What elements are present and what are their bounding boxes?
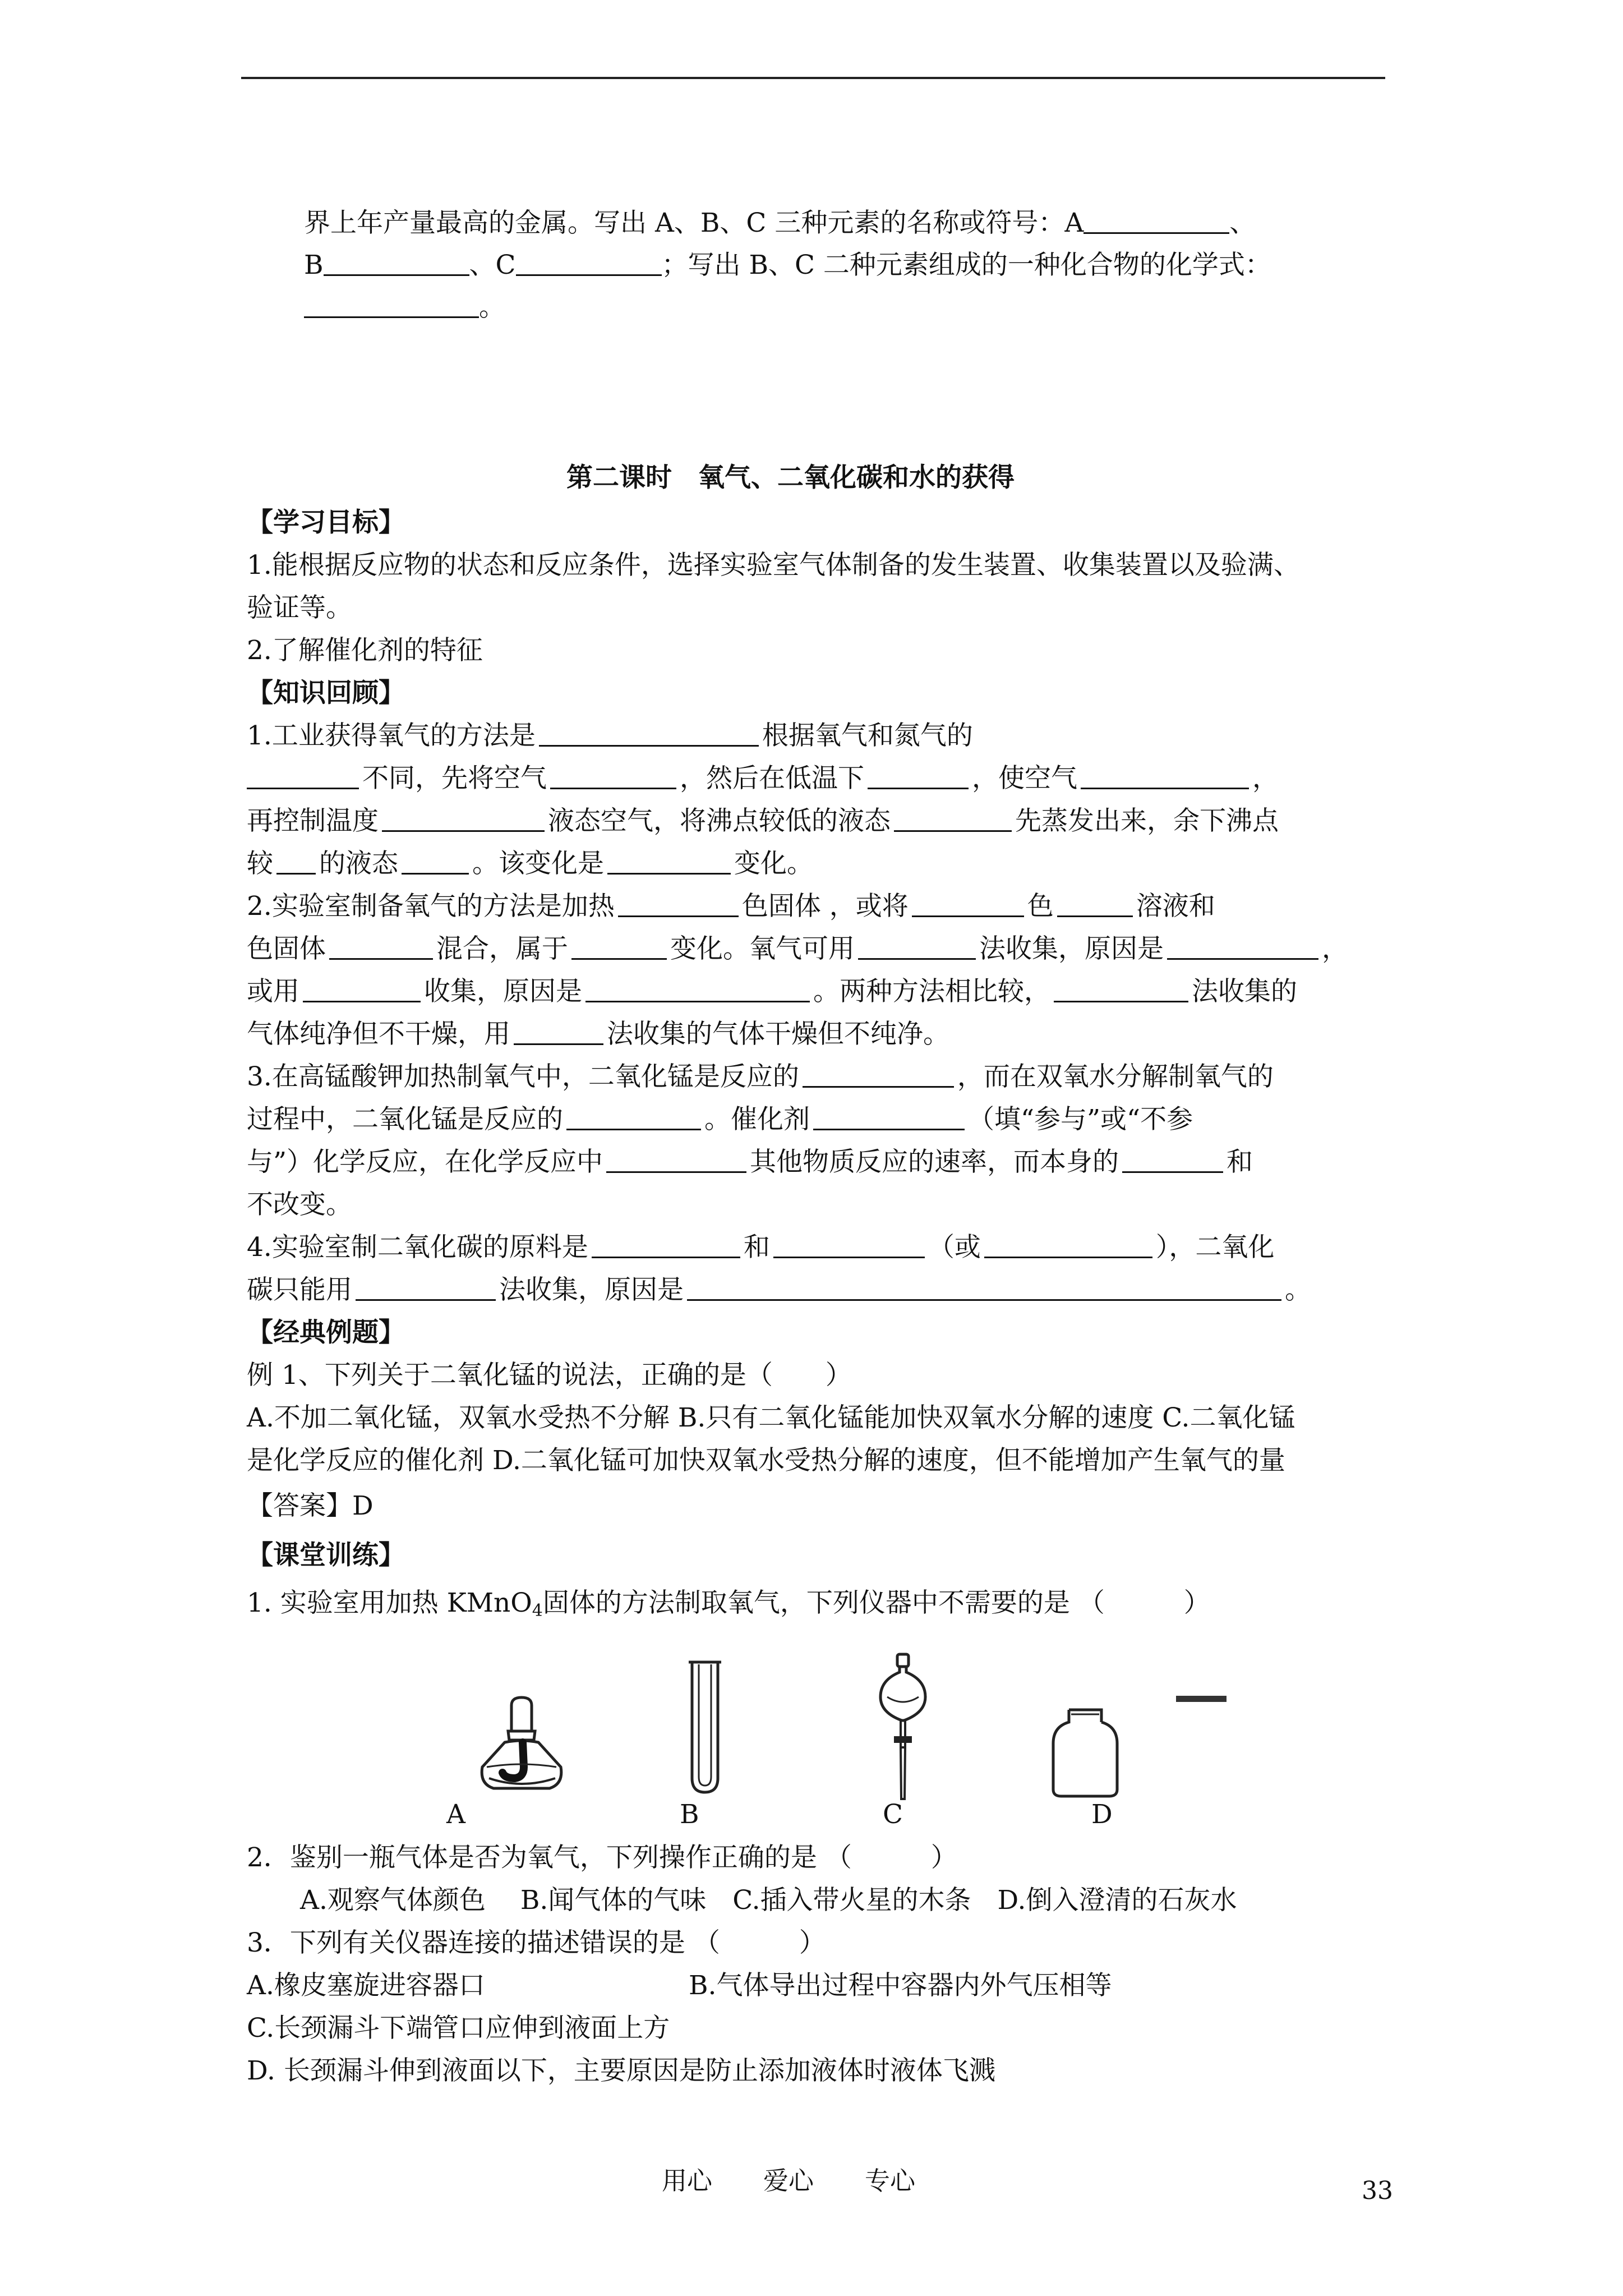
answer-blank[interactable] bbox=[894, 806, 1012, 832]
alcohol-lamp-icon bbox=[471, 1694, 572, 1801]
objective-2: 2.了解催化剂的特征 bbox=[247, 635, 483, 666]
footer-item: 用心 bbox=[662, 2166, 713, 2196]
example-question: 例 1、下列关于二氧化锰的说法，正确的是（ ） bbox=[247, 1360, 852, 1391]
example-options-line-1: A.不加二氧化锰，双氧水受热不分解 B.只有二氧化锰能加快双氧水分解的速度 C.二氧化锰 bbox=[247, 1402, 1295, 1433]
practice-q1: 1. 实验室用加热 KMnO$_4$固体的方法制取氧气，下列仪器中不需要的是 （ ） bbox=[247, 1588, 1210, 1621]
answer-blank[interactable] bbox=[1081, 763, 1249, 789]
answer-blank[interactable] bbox=[773, 1232, 925, 1258]
answer-blank[interactable] bbox=[324, 250, 469, 276]
answer-blank[interactable] bbox=[539, 720, 759, 747]
fragment-line-2: B 、C ；写出 B、C 二种元素组成的一种化合物的化学式： bbox=[304, 250, 1271, 280]
review-q4-line-2: 碳只能用 法收集，原因是 。 bbox=[247, 1274, 1311, 1305]
glass-plate-icon bbox=[1175, 1695, 1228, 1704]
practice-q2: 2．鉴别一瓶气体是否为氧气，下列操作正确的是 （ ） bbox=[247, 1842, 957, 1873]
answer-blank[interactable] bbox=[1057, 891, 1133, 917]
review-q2-line-4: 气体纯净但不干燥，用 法收集的气体干燥但不纯净。 bbox=[247, 1019, 949, 1050]
answer-blank[interactable] bbox=[803, 1061, 954, 1088]
review-q2-line-1: 2.实验室制备氧气的方法是加热 色固体 ，或将 色 溶液和 bbox=[247, 891, 1215, 922]
objective-1-line-2: 验证等。 bbox=[247, 592, 352, 623]
answer-blank[interactable] bbox=[516, 250, 662, 276]
fragment-line-3: 。 bbox=[304, 291, 1493, 324]
answer-blank[interactable] bbox=[607, 848, 731, 875]
answer-blank[interactable] bbox=[566, 1104, 701, 1130]
answer-blank[interactable] bbox=[858, 933, 976, 960]
header-rule bbox=[241, 77, 1385, 79]
answer-blank[interactable] bbox=[276, 848, 316, 875]
answer-blank[interactable] bbox=[329, 933, 433, 960]
objective-1-line-1: 1.能根据反应物的状态和反应条件，选择实验室气体制备的发生装置、收集装置以及验满、 bbox=[247, 550, 1300, 581]
answer-blank[interactable] bbox=[618, 891, 739, 917]
answer-blank[interactable] bbox=[984, 1232, 1152, 1258]
section-heading-practice: 【课堂训练】 bbox=[247, 1540, 405, 1571]
answer-blank[interactable] bbox=[687, 1274, 1281, 1301]
answer-blank[interactable] bbox=[912, 891, 1024, 917]
answer-blank[interactable] bbox=[868, 763, 969, 789]
practice-q3-option-b: B.气体导出过程中容器内外气压相等 bbox=[689, 1970, 1112, 2001]
answer-blank[interactable] bbox=[303, 976, 421, 1002]
answer-blank[interactable] bbox=[402, 848, 469, 875]
apparatus-label-c: C bbox=[883, 1799, 903, 1830]
practice-q3-option-a: A.橡皮塞旋进容器口 bbox=[247, 1970, 485, 2001]
review-q3-line-1: 3.在高锰酸钾加热制氧气中，二氧化锰是反应的 ，而在双氧水分解制氧气的 bbox=[247, 1061, 1274, 1092]
practice-q2-options: A.观察气体颜色 B.闻气体的气味 C.插入带火星的木条 D.倒入澄清的石灰水 bbox=[300, 1885, 1237, 1916]
review-q4-line-1: 4.实验室制二氧化碳的原料是 和 （或 ），二氧化 bbox=[247, 1232, 1275, 1263]
page-number: 33 bbox=[1362, 2177, 1393, 2205]
answer-blank[interactable] bbox=[585, 976, 810, 1002]
footer-item: 爱心 bbox=[763, 2166, 814, 2196]
review-q1-line-1: 1.工业获得氧气的方法是 根据氧气和氮气的 bbox=[247, 720, 973, 751]
answer-blank[interactable] bbox=[1122, 1147, 1223, 1173]
review-q1-line-2: 不同，先将空气 ，然后在低温下 ，使空气 ， bbox=[247, 762, 1436, 795]
review-q2-line-3: 或用 收集，原因是 。两种方法相比较， 法收集的 bbox=[247, 976, 1297, 1007]
answer-blank[interactable] bbox=[1167, 933, 1318, 960]
answer-blank[interactable] bbox=[382, 806, 545, 832]
separatory-funnel-icon bbox=[875, 1652, 931, 1803]
test-tube-icon bbox=[685, 1658, 725, 1798]
review-q3-line-4: 不改变。 bbox=[247, 1189, 352, 1220]
answer-blank[interactable] bbox=[247, 763, 359, 789]
lesson-title: 第二课时 氧气、二氧化碳和水的获得 bbox=[566, 462, 1015, 493]
answer-blank[interactable] bbox=[1083, 208, 1229, 234]
answer-blank[interactable] bbox=[606, 1147, 746, 1173]
apparatus-label-b: B bbox=[680, 1799, 699, 1830]
review-q2-line-2: 色固体 混合，属于 变化。氧气可用 法收集，原因是 ， bbox=[247, 933, 1348, 964]
answer-blank[interactable] bbox=[571, 933, 667, 960]
answer-blank[interactable] bbox=[813, 1104, 965, 1130]
apparatus-label-a: A bbox=[446, 1799, 465, 1830]
example-answer: 【答案】D bbox=[247, 1490, 374, 1521]
answer-blank[interactable] bbox=[514, 1019, 603, 1045]
footer-item: 专心 bbox=[865, 2166, 916, 2196]
answer-blank[interactable] bbox=[592, 1232, 740, 1258]
answer-blank[interactable] bbox=[304, 292, 479, 318]
section-heading-examples: 【经典例题】 bbox=[247, 1317, 405, 1348]
section-heading-objectives: 【学习目标】 bbox=[247, 507, 405, 538]
fragment-line-1: 界上年产量最高的金属。写出 A、B、C 三种元素的名称或符号：A 、 bbox=[304, 208, 1256, 238]
review-q3-line-3: 与”）化学反应，在化学反应中 其他物质反应的速率，而本身的 和 bbox=[247, 1147, 1253, 1177]
answer-blank[interactable] bbox=[356, 1274, 496, 1301]
example-options-line-2: 是化学反应的催化剂 D.二氧化锰可加快双氧水受热分解的速度，但不能增加产生氧气的量 bbox=[247, 1445, 1285, 1476]
gas-collecting-bottle-icon bbox=[1049, 1705, 1122, 1801]
answer-blank[interactable] bbox=[550, 763, 676, 789]
section-heading-review: 【知识回顾】 bbox=[247, 678, 405, 708]
answer-blank[interactable] bbox=[1054, 976, 1188, 1002]
practice-q3: 3．下列有关仪器连接的描述错误的是 （ ） bbox=[247, 1927, 826, 1958]
practice-q3-option-c: C.长颈漏斗下端管口应伸到液面上方 bbox=[247, 2013, 670, 2044]
review-q3-line-2: 过程中，二氧化锰是反应的 。催化剂 （填“参与”或“不参 bbox=[247, 1104, 1193, 1135]
practice-q3-option-d: D. 长颈漏斗伸到液面以下，主要原因是防止添加液体时液体飞溅 bbox=[247, 2055, 995, 2086]
apparatus-label-d: D bbox=[1091, 1799, 1113, 1830]
review-q1-line-4: 较 的液态 。该变化是 变化。 bbox=[247, 848, 813, 879]
review-q1-line-3: 再控制温度 液态空气，将沸点较低的液态 先蒸发出来，余下沸点 bbox=[247, 806, 1279, 836]
